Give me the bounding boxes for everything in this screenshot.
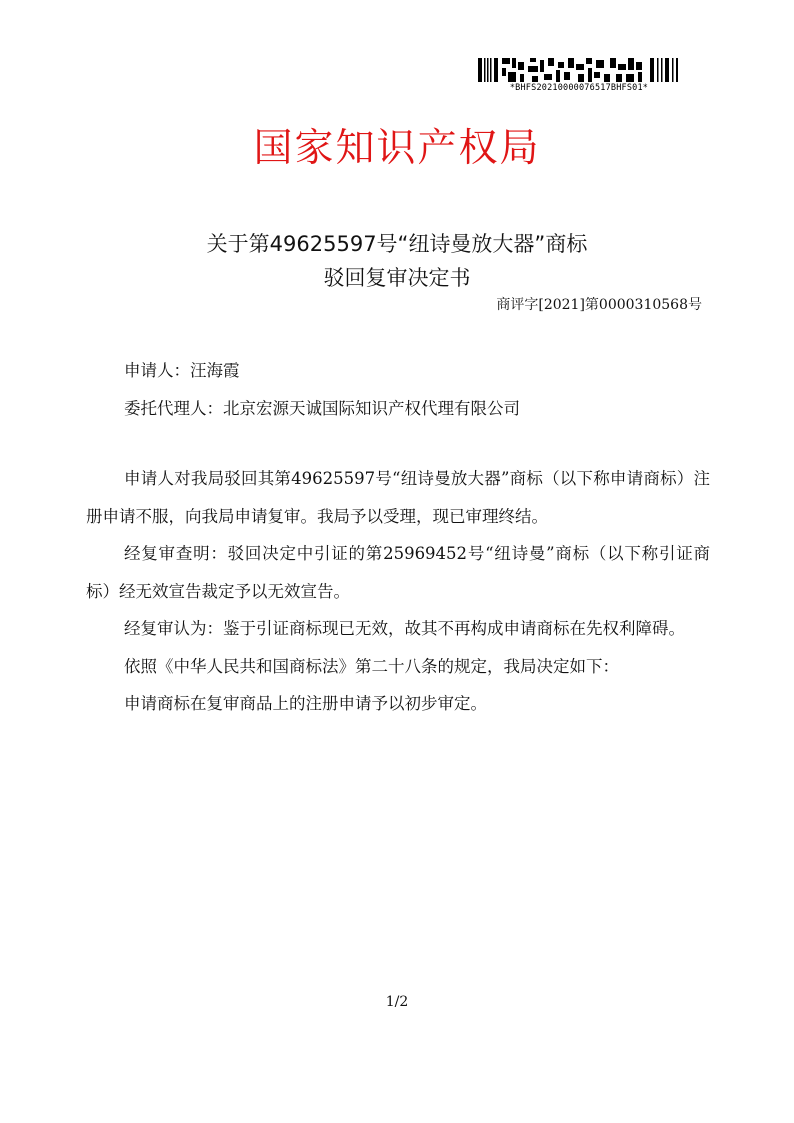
document-title-line1: 关于第49625597号“纽诗曼放大器”商标 xyxy=(206,232,588,256)
body-paragraph: 经复审认为：鉴于引证商标现已无效，故其不再构成申请商标在先权利障碍。 xyxy=(124,619,685,638)
applicant-field: 申请人：汪海霞 xyxy=(124,361,240,380)
document-body xyxy=(86,460,710,723)
body-paragraph: 申请商标在复审商品上的注册申请予以初步审定。 xyxy=(124,694,487,713)
barcode-image xyxy=(478,58,678,82)
agency-name: 国家知识产权局 xyxy=(253,126,541,171)
barcode-number: *BHFS20210000076517BHFS01* xyxy=(509,83,649,93)
body-paragraph: 申请人对我局驳回其第49625597号“纽诗曼放大器”商标（以下称申请商标）注册申请不服，向我局申请复审。我局予以受理，现已审理终结。 xyxy=(86,469,710,526)
barcode-block xyxy=(476,58,682,93)
agent-field: 委托代理人：北京宏源天诚国际知识产权代理有限公司 xyxy=(124,399,520,418)
document-title-line2: 驳回复审决定书 xyxy=(323,266,471,290)
document-number: 商评字[2021]第0000310568号 xyxy=(496,297,702,313)
body-paragraph: 依照《中华人民共和国商标法》第二十八条的规定，我局决定如下： xyxy=(124,656,619,676)
body-paragraph: 经复审查明：驳回决定中引证的第25969452号“纽诗曼”商标（以下称引证商标）经无效宣告裁定予以无效宣告。 xyxy=(86,544,710,601)
page-number: 1/2 xyxy=(385,994,409,1010)
